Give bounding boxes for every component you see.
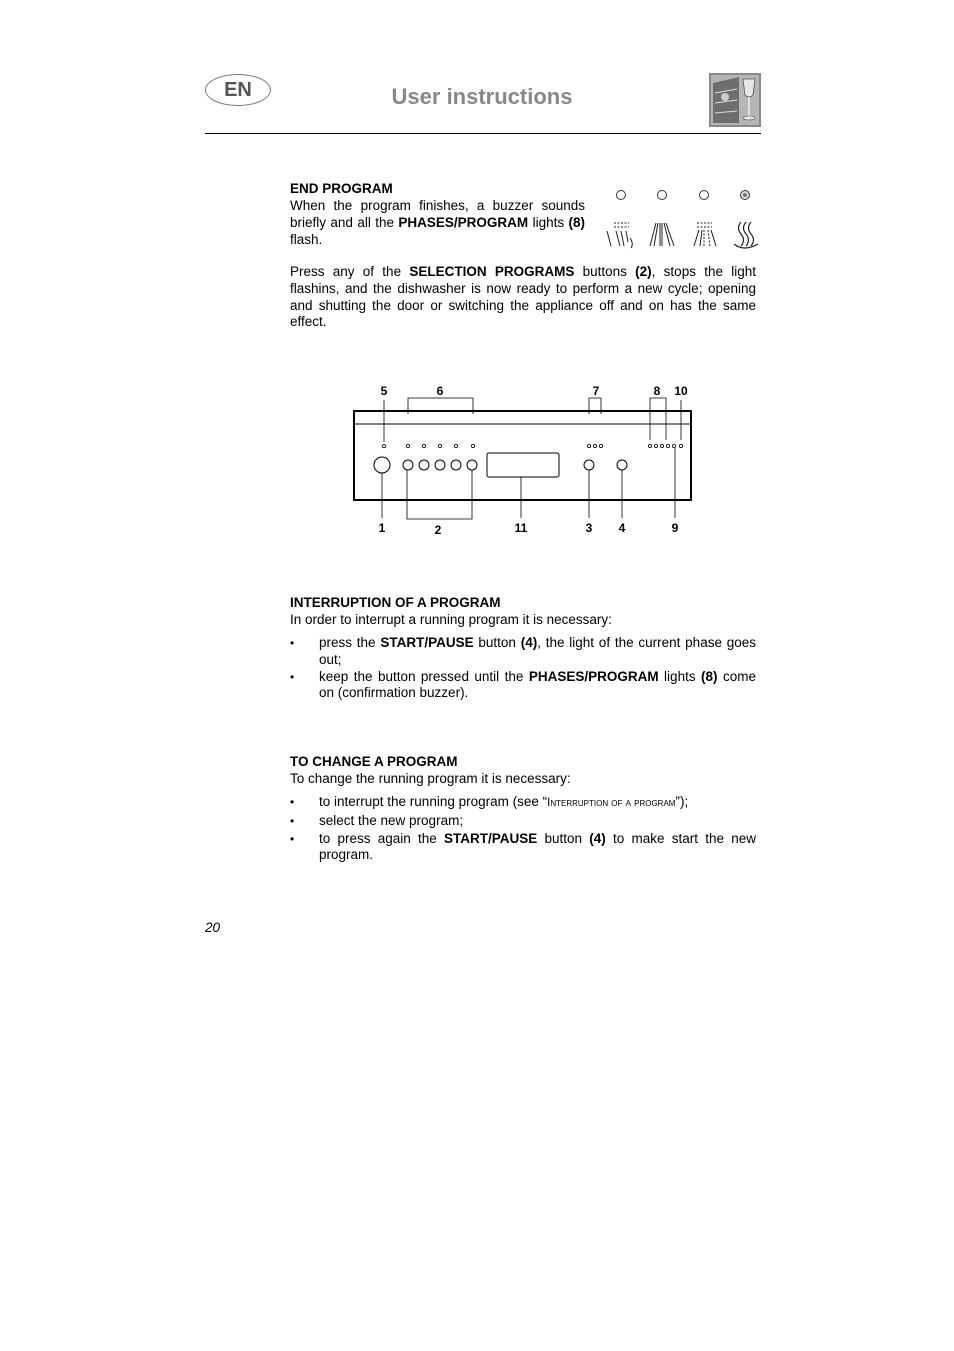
phase-light-4 xyxy=(741,191,750,200)
label-8: 8 xyxy=(653,384,661,398)
light-5 xyxy=(382,444,385,447)
list-item: • to press again the START/PAUSE button (4) to make start the new program. xyxy=(290,831,756,865)
rinse-icon xyxy=(694,223,716,246)
dry-icon xyxy=(734,222,758,248)
language-badge: EN xyxy=(205,74,271,106)
phase-lights-diagram xyxy=(604,186,762,252)
label-2: 2 xyxy=(434,523,442,537)
change-program-intro: To change the running program it is necessary: xyxy=(290,771,571,786)
display-window xyxy=(487,453,559,477)
list-item: • keep the button pressed until the PHASES/PROGRAM lights (8) come on (confirmation buzzer). xyxy=(290,669,756,703)
page-number: 20 xyxy=(205,920,221,935)
interruption-intro: In order to interrupt a running program it is necessary: xyxy=(290,612,612,627)
list-item: • press the START/PAUSE button (4), the light of the current phase goes out; xyxy=(290,635,756,669)
control-panel-diagram xyxy=(350,378,696,540)
label-11: 11 xyxy=(514,521,528,535)
label-5: 5 xyxy=(380,384,388,398)
page-title: User instructions xyxy=(391,84,573,109)
label-4: 4 xyxy=(618,521,626,535)
label-1: 1 xyxy=(378,521,386,535)
list-item: • to interrupt the running program (see “Interruption of a program”); xyxy=(290,794,756,812)
phase-light-2 xyxy=(658,191,667,200)
interruption-list xyxy=(290,635,756,702)
change-program-heading: TO CHANGE A PROGRAM xyxy=(290,754,458,769)
header-rule xyxy=(205,133,761,134)
label-9: 9 xyxy=(671,521,679,535)
change-program-list xyxy=(290,794,756,864)
prewash-icon xyxy=(607,223,632,248)
end-program-heading: END PROGRAM xyxy=(290,181,393,196)
on-off-button xyxy=(374,457,390,473)
phase-light-3 xyxy=(700,191,709,200)
interruption-heading: INTERRUPTION OF A PROGRAM xyxy=(290,595,501,610)
wash-icon xyxy=(650,223,674,246)
label-10: 10 xyxy=(674,384,688,398)
end-program-paragraph-2: Press any of the SELECTION PROGRAMS buttons (2), stops the light flashins, and the dishwasher is now ready to perform a new cycle; opening and shutting the door or switching the appliance off and on has the same effect. xyxy=(290,264,756,330)
end-program-paragraph-1: When the program finishes, a buzzer sounds briefly and all the PHASES/PROGRAM lights (8) flash. xyxy=(290,198,585,247)
label-3: 3 xyxy=(585,521,593,535)
phase-light-1 xyxy=(617,191,626,200)
label-6: 6 xyxy=(436,384,444,398)
dishwasher-glasses-photo xyxy=(709,73,761,127)
list-item: • select the new program; xyxy=(290,813,756,830)
label-7: 7 xyxy=(592,384,600,398)
